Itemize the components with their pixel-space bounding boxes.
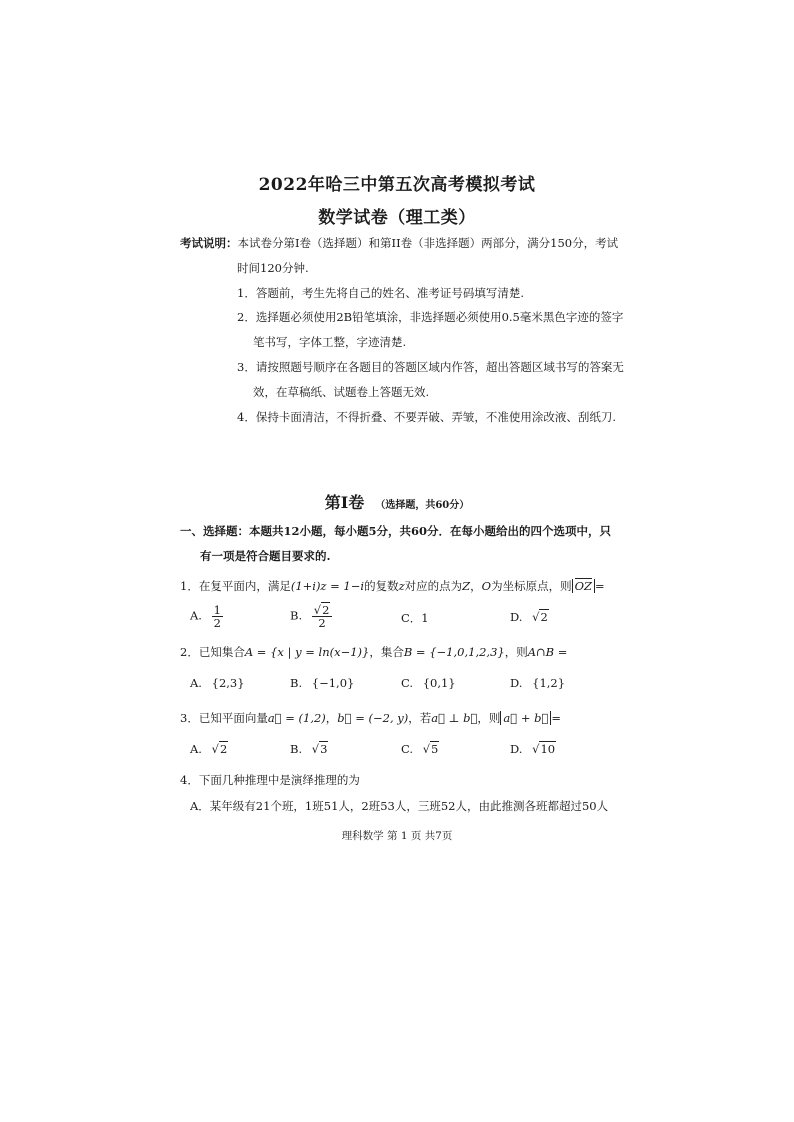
q3-pre: 3．已知平面向量	[180, 711, 268, 725]
q1-pre: 1．在复平面内，满足	[180, 579, 291, 593]
q3-eq: =	[551, 711, 562, 725]
part1-instruction: 一、选择题：本题共12小题，每小题5分，共60分．在每小题给出的四个选项中，只	[180, 524, 612, 538]
section-title: 第Ⅰ卷	[324, 493, 365, 512]
q1-option-c: C．1	[401, 611, 429, 625]
q3-option-a	[190, 742, 228, 756]
q1-origin-O: O	[481, 579, 492, 593]
q1-option-b-num: √2	[312, 604, 333, 617]
exam-subtitle: 数学试卷（理工类）	[318, 208, 476, 228]
instruction-item-2-cont: 笔书写，字体工整，字迹清楚.	[253, 335, 407, 349]
q3-vector-b: b⃗ = (−2, y)	[337, 711, 409, 725]
q2-pre: 2．已知集合	[180, 645, 245, 659]
q3-perp: a⃗ ⊥ b⃗	[431, 711, 478, 725]
q1-mid4: 为坐标原点，则	[491, 579, 572, 593]
question-2	[180, 644, 567, 660]
q1-option-a-den: 2	[213, 616, 221, 631]
q1-option-d-sqrt: √2	[532, 610, 548, 624]
q3-mid2: ，则	[477, 711, 501, 725]
q3-mid: ，若	[408, 711, 432, 725]
q2-option-d-value: {1,2}	[532, 676, 566, 690]
q1-option-a-frac	[212, 604, 223, 629]
q3-option-d	[510, 742, 556, 756]
q2-option-d-label: D.	[510, 676, 523, 690]
q3-option-a-radicand: 2	[219, 742, 228, 756]
q1-eq: =	[595, 579, 605, 593]
q2-option-a	[190, 676, 245, 690]
q2-set-b: B = {−1,0,1,2,3}	[403, 645, 505, 659]
q3-sep: ，	[325, 711, 338, 725]
q3-vector-a: a⃗ = (1,2)	[267, 711, 326, 725]
q1-equation: (1+i)z = 1−i	[290, 579, 365, 593]
q2-option-c-value: {0,1}	[422, 676, 456, 690]
instructions-text: 本试卷分第I卷（选择题）和第II卷（非选择题）两部分，满分150分，考试	[237, 236, 619, 250]
q1-option-b	[290, 604, 332, 629]
q4-option-a: A．某年级有21个班，1班51人，2班53人，三班52人，由此推测各班都超过50人	[190, 799, 609, 813]
q1-option-d	[510, 610, 549, 624]
q2-option-d	[510, 676, 565, 690]
question-3	[180, 710, 561, 726]
q2-option-a-value: {2,3}	[211, 676, 245, 690]
q3-option-a-sqrt: √2	[211, 742, 228, 756]
q2-option-b-label: B.	[290, 676, 303, 690]
q3-option-c-radicand: 5	[431, 742, 439, 756]
q3-option-b-sqrt: √3	[311, 742, 328, 756]
q3-ask: a⃗ + b⃗	[500, 711, 551, 725]
q3-option-b	[290, 742, 328, 756]
question-4: 4．下面几种推理中是演绎推理的为	[180, 773, 360, 787]
q2-option-c-label: C.	[401, 676, 414, 690]
q3-option-b-radicand: 3	[320, 742, 328, 756]
q1-option-a-label: A.	[190, 608, 202, 623]
q2-set-a: A = {x | y = ln(x−1)}	[244, 645, 370, 659]
q1-option-d-label: D.	[510, 610, 523, 624]
instruction-item-4: 4．保持卡面清洁，不得折叠、不要弄破、弄皱，不准使用涂改液、刮纸刀.	[237, 410, 616, 424]
q2-ask: A∩B =	[527, 645, 568, 659]
section-note: （选择题，共60分）	[375, 500, 470, 511]
exam-title: 2022年哈三中第五次高考模拟考试	[258, 175, 536, 195]
q1-mid3: ，	[470, 579, 482, 593]
q2-option-c	[401, 676, 456, 690]
q1-mid2: 对应的点为	[404, 579, 463, 593]
q3-option-d-sqrt: √10	[532, 742, 556, 756]
q1-option-d-radicand: 2	[540, 610, 548, 624]
q2-option-a-label: A.	[190, 676, 202, 690]
q1-option-b-frac	[312, 604, 333, 629]
q1-z: z	[398, 579, 405, 593]
q3-option-b-label: B.	[290, 742, 303, 756]
q1-point-Z: Z	[462, 579, 471, 593]
q1-mid: 的复数	[364, 579, 399, 593]
q1-vector-oz: OZ	[574, 579, 592, 593]
q1-option-b-den: 2	[318, 616, 326, 631]
q3-option-c-sqrt: √5	[422, 742, 439, 756]
instruction-item-1: 1．答题前，考生先将自己的姓名、准考证号码填写清楚.	[237, 286, 524, 300]
section-heading	[0, 490, 794, 513]
instruction-item-3-cont: 效，在草稿纸、试题卷上答题无效.	[253, 385, 430, 399]
instructions-line2: 时间120分钟.	[237, 261, 309, 275]
q2-option-b-value: {−1,0}	[311, 676, 355, 690]
q3-option-c	[401, 742, 439, 756]
page-footer: 理科数学 第 1 页 共7页	[341, 830, 453, 842]
instruction-item-2: 2．选择题必须使用2B铅笔填涂，非选择题必须使用0.5毫米黑色字迹的签字	[237, 310, 624, 324]
instructions-label: 考试说明：	[180, 236, 238, 250]
q1-abs-oz	[572, 579, 595, 593]
part1-instruction-cont: 有一项是符合题目要求的.	[200, 549, 331, 563]
q3-option-d-label: D.	[510, 742, 523, 756]
q2-mid2: ，则	[504, 645, 528, 659]
q3-option-d-radicand: 10	[540, 742, 556, 756]
q1-option-b-radicand: 2	[322, 603, 330, 617]
q3-option-a-label: A.	[190, 742, 202, 756]
q1-option-a	[190, 604, 223, 629]
q1-option-b-label: B.	[290, 608, 303, 623]
question-1	[180, 578, 605, 594]
instructions-line1	[180, 235, 618, 251]
q2-mid: ，集合	[369, 645, 404, 659]
q2-option-b	[290, 676, 354, 690]
q1-option-a-num: 1	[213, 603, 221, 617]
instruction-item-3: 3．请按照题号顺序在各题目的答题区域内作答，超出答题区域书写的答案无	[237, 360, 624, 374]
q3-option-c-label: C.	[401, 742, 414, 756]
